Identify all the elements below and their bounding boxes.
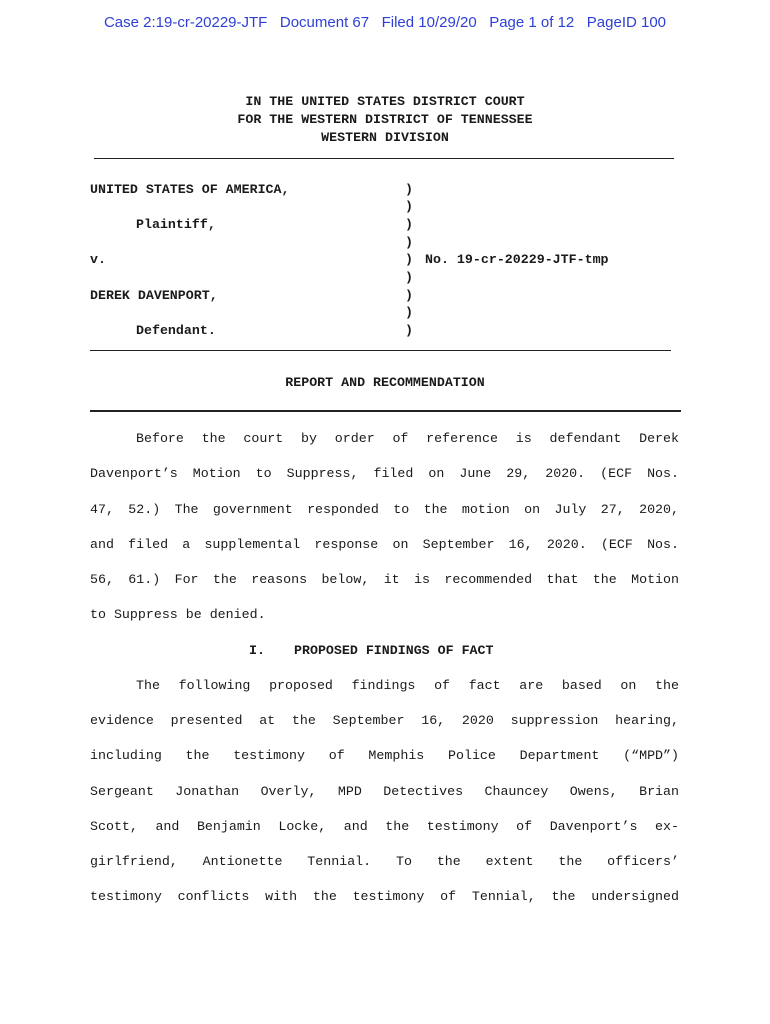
paragraph-line: Sergeant Jonathan Overly, MPD Detectives Chauncey Owens, Brian xyxy=(90,784,679,799)
paragraph-line: and filed a supplemental response on September 16, 2020. (ECF Nos. xyxy=(90,537,679,552)
caption-rule xyxy=(90,350,671,351)
paragraph-line: testimony conflicts with the testimony of Tennial, the undersigned xyxy=(90,889,679,904)
document-title: REPORT AND RECOMMENDATION xyxy=(285,375,485,390)
paragraph-line: Scott, and Benjamin Locke, and the testimony of Davenport’s ex- xyxy=(90,819,679,834)
ecf-header-stamp xyxy=(0,14,770,31)
court-heading-line3: WESTERN DIVISION xyxy=(321,130,449,145)
caption-paren: ) xyxy=(405,199,413,214)
court-heading-line1: IN THE UNITED STATES DISTRICT COURT xyxy=(245,94,525,109)
court-heading-line2: FOR THE WESTERN DISTRICT OF TENNESSEE xyxy=(237,112,533,127)
caption-paren: ) xyxy=(405,323,413,338)
stamp-page: Page 1 of 12 xyxy=(489,14,575,31)
stamp-pageid: PageID 100 xyxy=(586,14,667,31)
caption-versus: v. xyxy=(90,252,106,267)
paragraph-line: Before the court by order of reference is defendant Derek xyxy=(136,431,679,446)
caption-defendant-name: DEREK DAVENPORT, xyxy=(90,288,218,303)
caption-paren: ) xyxy=(405,288,413,303)
caption-plaintiff-role: Plaintiff, xyxy=(136,217,216,232)
caption-paren: ) xyxy=(405,235,413,250)
paragraph-line: evidence presented at the September 16, 2020 suppression hearing, xyxy=(90,713,679,728)
paragraph-line: 56, 61.) For the reasons below, it is recommended that the Motion xyxy=(90,572,679,587)
paragraph-line: to Suppress be denied. xyxy=(90,607,266,622)
stamp-filed: Filed 10/29/20 xyxy=(381,14,477,31)
caption-paren: ) xyxy=(405,217,413,232)
section-number: I. xyxy=(249,643,265,658)
caption-paren: ) xyxy=(405,305,413,320)
stamp-document: Document 67 xyxy=(279,14,370,31)
caption-paren: ) xyxy=(405,252,413,267)
title-rule xyxy=(90,410,681,412)
caption-paren: ) xyxy=(405,270,413,285)
caption-defendant-role: Defendant. xyxy=(136,323,216,338)
paragraph-line: 47, 52.) The government responded to the motion on July 27, 2020, xyxy=(90,502,679,517)
paragraph-line: girlfriend, Antionette Tennial. To the extent the officers’ xyxy=(90,854,679,869)
paragraph-line: including the testimony of Memphis Police Department (“MPD”) xyxy=(90,748,679,763)
stamp-case: Case 2:19-cr-20229-JTF xyxy=(103,14,268,31)
heading-rule xyxy=(94,158,674,159)
section-title: PROPOSED FINDINGS OF FACT xyxy=(294,643,494,658)
caption-plaintiff-name: UNITED STATES OF AMERICA, xyxy=(90,182,290,197)
case-number: No. 19-cr-20229-JTF-tmp xyxy=(425,252,609,267)
paragraph-line: Davenport’s Motion to Suppress, filed on June 29, 2020. (ECF Nos. xyxy=(90,466,679,481)
caption-paren: ) xyxy=(405,182,413,197)
paragraph-line: The following proposed findings of fact are based on the xyxy=(136,678,679,693)
